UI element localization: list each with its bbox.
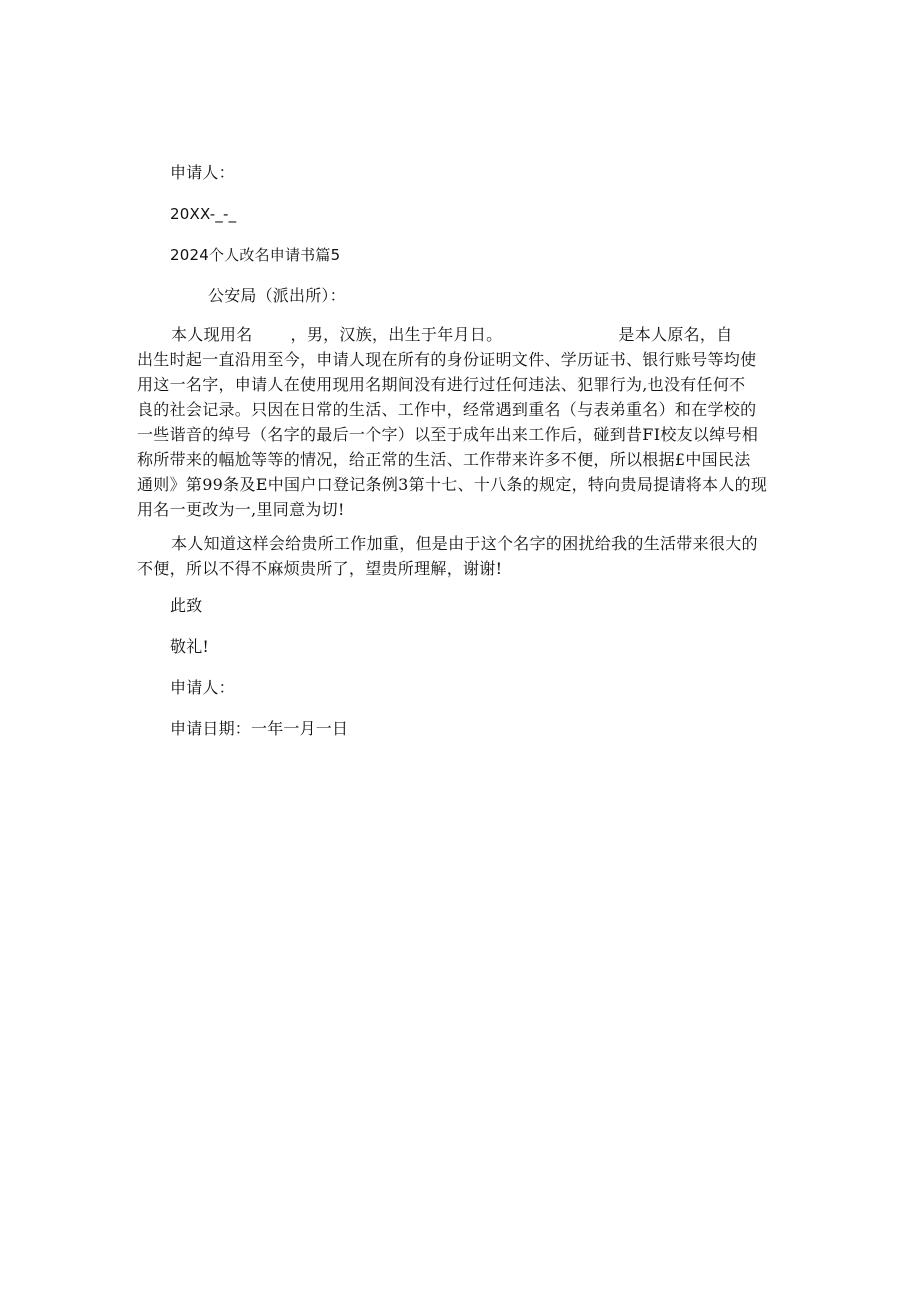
para2-line2: 不便，所以不得不麻烦贵所了，望贵所理解，谢谢!: [137, 559, 503, 578]
closing-text: 此致: [170, 596, 203, 615]
section-title: 2024个人改名申请书篇5: [170, 246, 341, 264]
para2-line1: [137, 531, 783, 557]
para1-text-b: ，男，汉族，出生于年月日。: [290, 325, 503, 344]
para2-text-a: 本人知道这样会给贵所工作加重，但是由于这个名字的困扰给我的生活带来很大的: [171, 534, 758, 553]
application-date: 申请日期：一年一月一日: [170, 719, 349, 738]
para1-line8: 用名一更改为一,里同意为切!: [137, 500, 345, 519]
para1-text-a: 本人现用名: [171, 325, 253, 344]
para1-line7: 通则》第99条及E中国户口登记条例3第十七、十八条的规定，特向贵局提请将本人的现: [137, 475, 768, 494]
para1-text-c: 是本人原名，自: [618, 325, 733, 344]
applicant-label-bottom: 申请人：: [170, 678, 235, 697]
para1-line2: 出生时起一直沿用至今，申请人现在所有的身份证明文件、学历证书、银行账号等均使: [137, 350, 757, 369]
para1-line4: 良的社会记录。只因在日常的生活、工作中，经常遇到重名（与表弟重名）和在学校的: [137, 400, 757, 419]
para1-line5: 一些谐音的绰号（名字的最后一个字）以至于成年出来工作后，碰到昔FI校友以绰号相: [137, 425, 759, 444]
para1-line1: [137, 322, 783, 348]
date-placeholder: 20XX-_-_: [170, 205, 237, 223]
para1-line6: 称所带来的幅尬等等的情况，给正常的生活、工作带来许多不便，所以根据£中国民法: [137, 450, 751, 469]
addressee: 公安局（派出所）：: [208, 286, 346, 305]
applicant-label-top: 申请人：: [170, 163, 235, 182]
para1-line3: 用这一名字，申请人在使用现用名期间没有进行过任何违法、犯罪行为,也没有任何不: [137, 375, 746, 394]
salutation-text: 敬礼!: [170, 637, 210, 656]
